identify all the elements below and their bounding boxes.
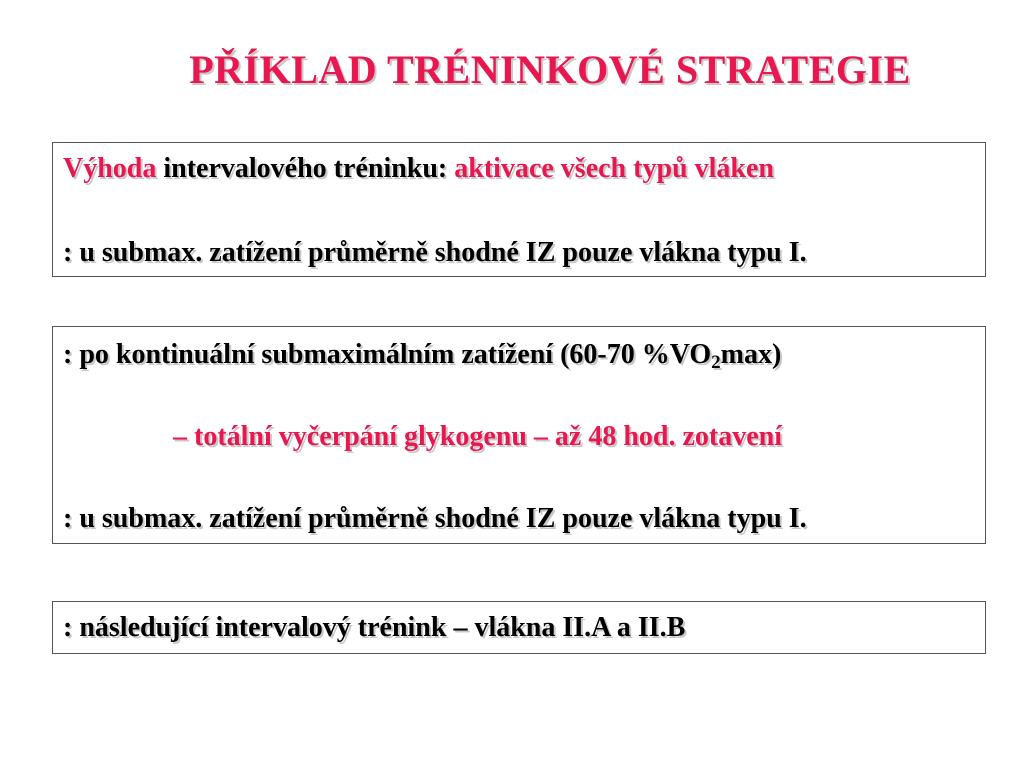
submax-line: : u submax. zatížení průměrně shodné IZ pouze vlákna typu I. [63,237,807,268]
submax-line-2: : u submax. zatížení průměrně shodné IZ pouze vlákna typu I. [63,503,807,534]
continuous-load-text-end: max) [720,339,782,370]
advantage-topic: intervalového tréninku: [156,153,455,184]
advantage-box [52,142,986,277]
continuous-load-text: : po kontinuální submaximálním zatížení (60-70 %VO [63,339,712,370]
slide-title: PŘÍKLAD TRÉNINKOVÉ STRATEGIE [189,47,911,92]
interval-training-line: : následující intervalový trénink – vlákna II.A a II.B [63,612,686,643]
advantage-value: aktivace všech typů vláken [454,153,774,184]
vo2-subscript: 2 [711,352,721,373]
glycogen-depletion-line: – totální vyčerpání glykogenu – až 48 hod. zotavení [173,421,783,452]
continuous-load-line [63,339,781,371]
continuous-load-box [52,326,986,544]
interval-training-box [52,601,986,654]
advantage-label: Výhoda [63,153,157,184]
advantage-line [63,153,774,185]
